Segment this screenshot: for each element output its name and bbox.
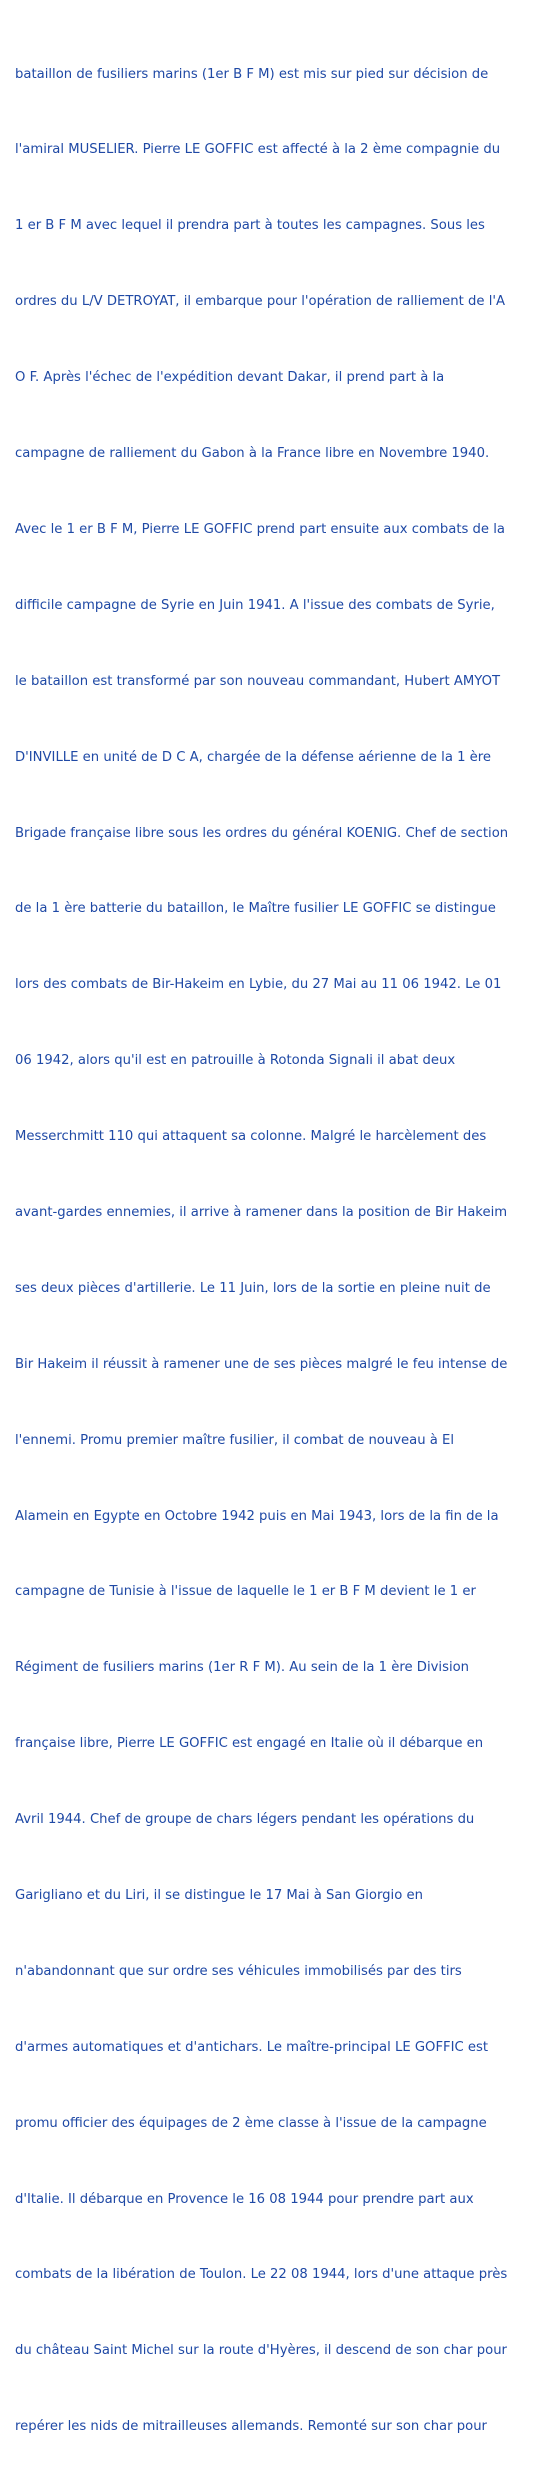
text-line: D'INVILLE en unité de D C A, chargée de la défense aérienne de la 1 ère bbox=[15, 749, 492, 765]
text-line: Régiment de fusiliers marins (1er R F M). Au sein de la 1 ère Division bbox=[15, 1660, 470, 1676]
text-line: campagne de ralliement du Gabon à la France libre en Novembre 1940. bbox=[15, 446, 490, 462]
text-line: Bir Hakeim il réussit à ramener une de ses pièces malgré le feu intense de bbox=[15, 1356, 508, 1372]
text-line: Avril 1944. Chef de groupe de chars légers pendant les opérations du bbox=[15, 1812, 475, 1828]
text-line: le bataillon est transformé par son nouveau commandant, Hubert AMYOT bbox=[15, 673, 501, 689]
text-line: bataillon de fusiliers marins (1er B F M) est mis sur pied sur décision de bbox=[15, 66, 489, 82]
text-line: d'Italie. Il débarque en Provence le 16 08 1944 pour prendre part aux bbox=[15, 2191, 474, 2207]
text-line: 06 1942, alors qu'il est en patrouille à Rotonda Signali il abat deux bbox=[15, 1053, 456, 1069]
text-line: de la 1 ère batterie du bataillon, le Maître fusilier LE GOFFIC se distingue bbox=[15, 901, 496, 917]
text-line: 1 er B F M avec lequel il prendra part à toutes les campagnes. Sous les bbox=[15, 218, 485, 234]
text-line: ordres du L/V DETROYAT, il embarque pour l'opération de ralliement de l'A bbox=[15, 294, 506, 310]
text-line: Brigade française libre sous les ordres du général KOENIG. Chef de section bbox=[15, 825, 509, 841]
text-line: combats de la libération de Toulon. Le 22 08 1944, lors d'une attaque près bbox=[15, 2267, 508, 2283]
text-line: n'abandonnant que sur ordre ses véhicules immobilisés par des tirs bbox=[15, 1963, 462, 1979]
text-line: promu officier des équipages de 2 ème classe à l'issue de la campagne bbox=[15, 2115, 487, 2131]
biography-paragraph bbox=[15, 11, 553, 2490]
text-line: ses deux pièces d'artillerie. Le 11 Juin, lors de la sortie en pleine nuit de bbox=[15, 1280, 491, 1296]
text-line: campagne de Tunisie à l'issue de laquelle le 1 er B F M devient le 1 er bbox=[15, 1584, 476, 1600]
text-line: lors des combats de Bir-Hakeim en Lybie, du 27 Mai au 11 06 1942. Le 01 bbox=[15, 977, 502, 993]
text-line: Alamein en Egypte en Octobre 1942 puis en Mai 1943, lors de la fin de la bbox=[15, 1508, 499, 1524]
text-line: française libre, Pierre LE GOFFIC est engagé en Italie où il débarque en bbox=[15, 1736, 484, 1752]
text-line: repérer les nids de mitrailleuses allemands. Remonté sur son char pour bbox=[15, 2419, 487, 2435]
text-line: Garigliano et du Liri, il se distingue le 17 Mai à San Giorgio en bbox=[15, 1887, 423, 1903]
text-line: l'amiral MUSELIER. Pierre LE GOFFIC est affecté à la 2 ème compagnie du bbox=[15, 142, 501, 158]
text-line: d'armes automatiques et d'antichars. Le maître-principal LE GOFFIC est bbox=[15, 2039, 489, 2055]
text-line: O F. Après l'échec de l'expédition devant Dakar, il prend part à la bbox=[15, 370, 445, 386]
text-line: l'ennemi. Promu premier maître fusilier, il combat de nouveau à El bbox=[15, 1432, 455, 1448]
text-line: avant-gardes ennemies, il arrive à ramener dans la position de Bir Hakeim bbox=[15, 1204, 508, 1220]
text-line: difficile campagne de Syrie en Juin 1941. A l'issue des combats de Syrie, bbox=[15, 597, 495, 613]
text-line: du château Saint Michel sur la route d'Hyères, il descend de son char pour bbox=[15, 2343, 507, 2359]
text-line: Avec le 1 er B F M, Pierre LE GOFFIC prend part ensuite aux combats de la bbox=[15, 521, 505, 537]
text-line: Messerchmitt 110 qui attaquent sa colonne. Malgré le harcèlement des bbox=[15, 1129, 487, 1145]
